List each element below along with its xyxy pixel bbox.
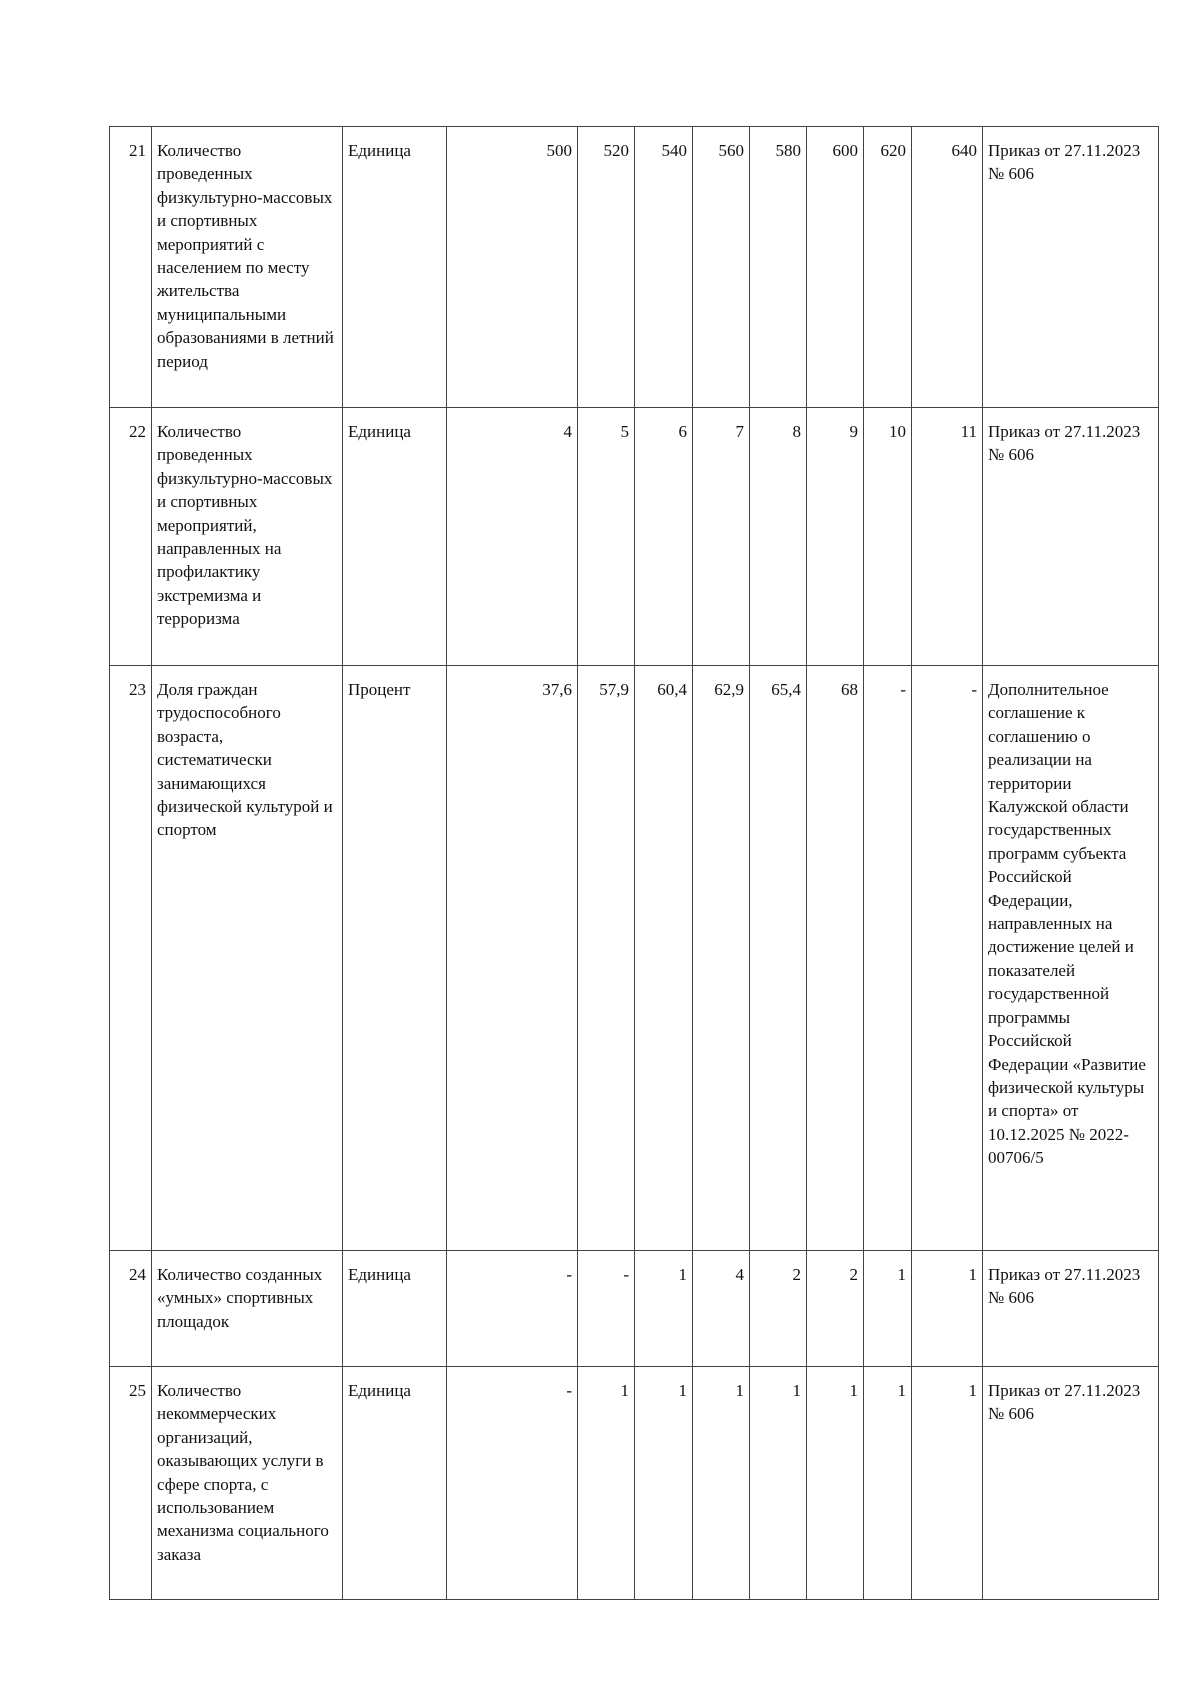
value-cell: 2 — [750, 1251, 807, 1367]
value-cell: 65,4 — [750, 666, 807, 1251]
row-number: 22 — [110, 408, 152, 666]
value-cell: 11 — [912, 408, 983, 666]
unit-cell: Единица — [343, 408, 447, 666]
value-cell: 4 — [447, 408, 578, 666]
indicator-name: Количество созданных «умных» спортивных площадок — [152, 1251, 343, 1367]
table-row — [110, 666, 1159, 1251]
unit-cell: Единица — [343, 1367, 447, 1600]
value-cell: 1 — [864, 1251, 912, 1367]
unit-cell: Процент — [343, 666, 447, 1251]
value-cell: - — [447, 1251, 578, 1367]
unit-cell: Единица — [343, 1251, 447, 1367]
value-cell: 540 — [635, 127, 693, 408]
value-cell: 7 — [693, 408, 750, 666]
table-row — [110, 127, 1159, 408]
value-cell: 1 — [864, 1367, 912, 1600]
value-cell: 1 — [578, 1367, 635, 1600]
row-number: 25 — [110, 1367, 152, 1600]
value-cell: 1 — [807, 1367, 864, 1600]
indicator-name: Количество проведенных физкультурно-массовых и спортивных мероприятий, направленных на профилактику экстремизма и терроризма — [152, 408, 343, 666]
indicator-name: Количество проведенных физкультурно-массовых и спортивных мероприятий с населением по месту жительства муниципальными образованиями в летний период — [152, 127, 343, 408]
value-cell: 500 — [447, 127, 578, 408]
value-cell: 600 — [807, 127, 864, 408]
source-document: Приказ от 27.11.2023 № 606 — [983, 127, 1159, 408]
source-document: Приказ от 27.11.2023 № 606 — [983, 1367, 1159, 1600]
value-cell: 9 — [807, 408, 864, 666]
value-cell: 580 — [750, 127, 807, 408]
table-body — [110, 127, 1159, 1600]
value-cell: 4 — [693, 1251, 750, 1367]
source-document: Приказ от 27.11.2023 № 606 — [983, 1251, 1159, 1367]
value-cell: 37,6 — [447, 666, 578, 1251]
value-cell: 1 — [635, 1251, 693, 1367]
source-document: Приказ от 27.11.2023 № 606 — [983, 408, 1159, 666]
value-cell: 1 — [912, 1251, 983, 1367]
value-cell: 5 — [578, 408, 635, 666]
row-number: 21 — [110, 127, 152, 408]
indicator-name: Доля граждан трудоспособного возраста, систематически занимающихся физической культурой и спортом — [152, 666, 343, 1251]
value-cell: 1 — [912, 1367, 983, 1600]
value-cell: 640 — [912, 127, 983, 408]
table-row — [110, 1251, 1159, 1367]
value-cell: 620 — [864, 127, 912, 408]
value-cell: - — [447, 1367, 578, 1600]
indicators-table — [109, 126, 1159, 1600]
table-row — [110, 1367, 1159, 1600]
value-cell: 1 — [750, 1367, 807, 1600]
source-document: Дополнительное соглашение к соглашению о реализации на территории Калужской области государственных программ субъекта Российской Федерации, направленных на достижение целей и показателей государственной программы Российской Федерации «Развитие физической культуры и спорта» от 10.12.2025 № 2022-00706/5 — [983, 666, 1159, 1251]
table-row — [110, 408, 1159, 666]
value-cell: 68 — [807, 666, 864, 1251]
unit-cell: Единица — [343, 127, 447, 408]
value-cell: - — [578, 1251, 635, 1367]
value-cell: 8 — [750, 408, 807, 666]
value-cell: 10 — [864, 408, 912, 666]
indicator-name: Количество некоммерческих организаций, оказывающих услуги в сфере спорта, с использованием механизма социального заказа — [152, 1367, 343, 1600]
value-cell: - — [864, 666, 912, 1251]
value-cell: 1 — [693, 1367, 750, 1600]
value-cell: 57,9 — [578, 666, 635, 1251]
value-cell: - — [912, 666, 983, 1251]
value-cell: 520 — [578, 127, 635, 408]
value-cell: 6 — [635, 408, 693, 666]
value-cell: 2 — [807, 1251, 864, 1367]
row-number: 24 — [110, 1251, 152, 1367]
value-cell: 62,9 — [693, 666, 750, 1251]
value-cell: 560 — [693, 127, 750, 408]
value-cell: 1 — [635, 1367, 693, 1600]
value-cell: 60,4 — [635, 666, 693, 1251]
row-number: 23 — [110, 666, 152, 1251]
